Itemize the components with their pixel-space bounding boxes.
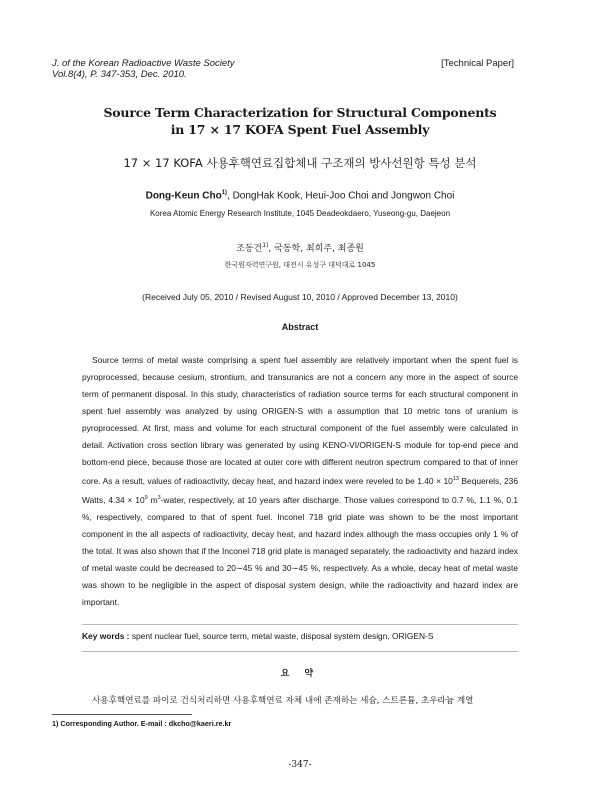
abstract-paragraph <box>82 352 518 611</box>
korean-summary-text: 사용후핵연료를 파이로 건식처리하면 사용후핵연료 자체 내에 존재하는 세슘, 스트론튬, 초우라늄 계열 <box>92 696 474 706</box>
radioactivity-unit: Bequerels, 236 Watts, <box>82 475 518 505</box>
title-line-2: in 17 × 17 KOFA Spent Fuel Assembly <box>170 122 430 137</box>
korean-title: 17 × 17 KOFA 사용후핵연료집합체내 구조재의 방사선원항 특성 분석 <box>123 156 477 170</box>
abstract-heading: Abstract <box>281 322 319 332</box>
korean-summary-heading: 요 약 <box>280 669 320 679</box>
author-list <box>0 190 600 201</box>
abstract-text-1: Source terms of metal waste comprising a spent fuel assembly are relatively important when the spent fuel is pyroprocessed, because cesium, strontium, and transuranics are not a concern any more in the aspect of source term of permanent disposal. In this study, characteristics of radiation source terms for each structural component in spent fuel assembly was analyzed by using ORIGEN-S with a assumption that 10 metric tons of uranium is pyroprocessed. At first, mass and volume for each structural component of the fuel assembly were calculated in detail. Activation cross section library was generated by using KENO-VI/ORIGEN-S module for top-end piece and bottom-end piece, because those are located at outer core with different neutron spectrum compared to that of inner core. As a result, values of radioactivity, decay heat, and hazard index were reveled to be <box>82 355 518 486</box>
abstract-text-2: -water, respectively, at 10 years after discharge. Those values correspond to 0.7 %, 1.1 %, 0.1 %, respectively, compared to that of spent fuel. Inconel 718 grid plate was shown to be the most important component in the all aspects of radioactivity, decay heat, and hazard index although the mass occupies only 1 % of the total. It was also shown that if the Inconel 718 grid plate is managed separately, the radioactivity and hazard index of metal waste could be decreased to 20∼45 % and 30∼45 %, respectively. As a whole, decay heat of metal waste was shown to be negligible in the aspect of disposal system design, while the radioactivity and hazard index are important. <box>82 494 519 607</box>
first-author-mark: 1) <box>221 190 228 196</box>
journal-volume: Vol.8(4), P. 347-353, Dec. 2010. <box>52 69 187 80</box>
keywords-label: Key words : <box>82 631 130 641</box>
page-number: -347- <box>288 760 312 770</box>
keywords <box>82 631 433 641</box>
hazard-exponent: 9 <box>144 494 148 501</box>
radioactivity-value: 1.40 × 10 <box>417 475 453 486</box>
keywords-bottom-rule <box>82 651 518 652</box>
abstract-body <box>82 352 518 611</box>
journal-name: J. of the Korean Radioactive Waste Society <box>52 58 235 69</box>
title-line-1: Source Term Characterization for Structural Components <box>103 105 497 120</box>
keywords-text: spent nuclear fuel, source term, metal waste, disposal system design, ORIGEN-S <box>131 631 434 641</box>
journal-citation <box>52 58 235 80</box>
corresponding-author-footnote: 1) Corresponding Author. E-mail : dkcho@kaeri.re.kr <box>52 719 232 728</box>
affiliation: Korea Atomic Energy Research Institute, 1045 Deadeokdaero, Yuseong-gu, Daejeon <box>149 209 451 218</box>
korean-other-authors: , 국동학, 최희주, 최종원 <box>268 244 364 254</box>
korean-first-author-mark: 1) <box>262 242 269 249</box>
received-dates: (Received July 05, 2010 / Revised August 10, 2010 / Approved December 13, 2010) <box>142 292 458 302</box>
paper-title <box>0 104 600 138</box>
paper-type: [Technical Paper] <box>441 58 514 69</box>
footnote-rule <box>52 714 192 715</box>
hazard-value: 4.34 × 10 <box>108 494 145 505</box>
hazard-unit-exponent: 3 <box>157 494 161 501</box>
korean-first-author: 조동건 <box>236 244 263 254</box>
radioactivity-exponent: 13 <box>452 476 459 482</box>
hazard-unit: m <box>147 494 158 505</box>
korean-affiliation: 한국원자력연구원, 대전시 유성구 대덕대로 1045 <box>224 261 376 269</box>
keywords-top-rule <box>82 624 518 625</box>
other-authors: , DongHak Kook, Heui-Joo Choi and Jongwon Choi <box>227 190 455 202</box>
korean-author-list <box>0 241 600 254</box>
first-author: Dong-Keun Cho <box>145 190 222 202</box>
